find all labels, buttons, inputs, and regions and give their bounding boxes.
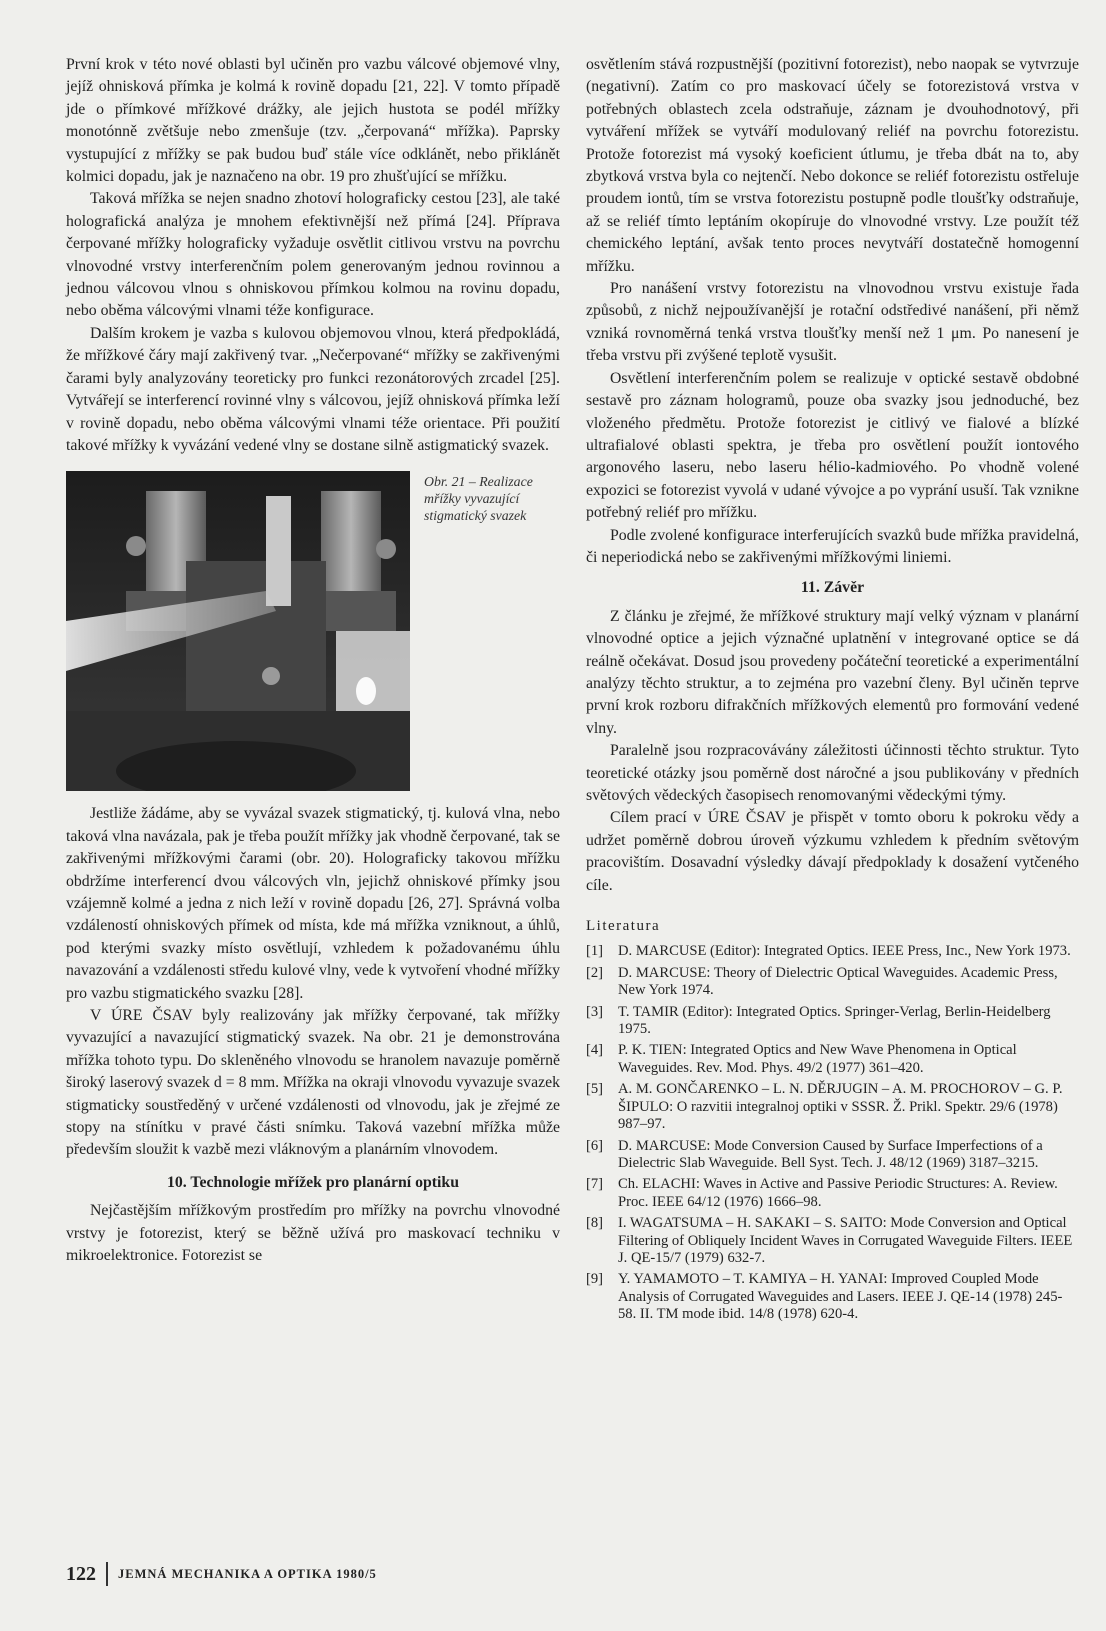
paragraph: Cílem prací v ÚRE ČSAV je přispět v tomto oboru k pokroku vědy a udržet poměrně dobrou úroveň výzkumu vzhledem k předním světovým pracovištím. Dosavadní výsledky dávají předpoklady k dosažení vytčeného cíle.	[586, 809, 1079, 894]
reference-item	[586, 1042, 1079, 1077]
reference-number: [8]	[586, 1215, 604, 1232]
reference-number: [7]	[586, 1176, 604, 1193]
paragraph: Z článku je zřejmé, že mřížkové struktury mají velký význam v planární vlnovodné optice a jejich význačné uplatnění v integrované optice se dá reálně očekávat. Dosud jsou provedeny počáteční teoretické a experimentální analýzy těchto struktur, a to zejména pro vazební členy. Byl učiněn teprve první krok rozboru difrakčních mřížkových elementů pro formování vedené vlny.	[586, 607, 1079, 737]
paragraph: Pro nanášení vrstvy fotorezistu na vlnovodnou vrstvu existuje řada způsobů, z nichž nejpoužívanější je rotační odstředivé nanášení, při němž vzniká rovnoměrná tenká vrstva tloušťky menší než 1 μm. Po nanesení je třeba vrstvu při zvýšené teplotě vysušit.	[586, 280, 1079, 365]
page-footer	[66, 1562, 377, 1586]
reference-text: D. MARCUSE: Theory of Dielectric Optical Waveguides. Academic Press, New York 1974.	[618, 964, 1058, 999]
reference-text: D. MARCUSE (Editor): Integrated Optics. IEEE Press, Inc., New York 1973.	[618, 943, 1071, 960]
reference-text: D. MARCUSE: Mode Conversion Caused by Surface Imperfections of a Dielectric Slab Waveguide. Bell Syst. Tech. J. 48/12 (1969) 3187–3215.	[618, 1137, 1043, 1171]
figure-caption: Obr. 21 – Realizace mřížky vyvazující stigmatický svazek	[424, 474, 533, 524]
paragraph: V ÚRE ČSAV byly realizovány jak mřížky čerpované, tak mřížky vyvazující a navazující stigmatický svazek. Na obr. 21 je demonstrována mřížka tohoto typu. Do skleněného vlnovodu se hranolem navazuje poměrně široký laserový svazek d = 8 mm. Mřížka na okraji vlnovodu vyvazuje svazek stigmaticky soustředěný v určené vzdálenosti od vlnovodu, jak je zřejmé ze stopy na stínítku v pravé části snímku. Taková vazební mřížka může především sloužit k vazbě mezi vláknovým a planárním vlnovodem.	[66, 1006, 560, 1159]
literature-heading: Literatura	[586, 918, 661, 935]
paragraph: Nejčastějším mřížkovým prostředím pro mřížky na povrchu vlnovodné vrstvy je fotorezist, který se běžně užívá pro maskovací techniku v mikroelektronice. Fotorezist se	[66, 1202, 560, 1265]
reference-number: [2]	[586, 964, 604, 981]
paragraph: Paralelně jsou rozpracovávány záležitosti účinnosti těchto struktur. Tyto teoretické otázky jsou poměrně dost náročné a jsou publikovány v předních světových vědeckých časopisech renomovanými vědeckými týmy.	[586, 742, 1079, 804]
paragraph: Taková mřížka se nejen snadno zhotoví holograficky cestou [23], ale také holografická analýza je mnohem efektivnější než přímá [24]. Příprava čerpované mřížky holograficky vyžaduje osvětlit citlivou vrstvu na povrchu vlnovodné vrstvy interferenčním polem generovaným jednou rovinnou a jednou válcovou vlnou s ohniskovou přímkou kolmou na rovinu dopadu, nebo oběma válcovými vlnami téže konfigurace.	[66, 190, 560, 320]
section-heading: 11. Závěr	[800, 579, 865, 597]
reference-number: [6]	[586, 1137, 604, 1154]
left-column	[66, 54, 560, 1267]
reference-text: I. WAGATSUMA – H. SAKAKI – S. SAITO: Mode Conversion and Optical Filtering of Obliquely Incident Waves in Corrugated Waveguide Filters. IEEE J. QE-15/7 (1979) 632-7.	[618, 1215, 1073, 1266]
paragraph: První krok v této nové oblasti byl učiněn pro vazbu válcové objemové vlny, jejíž ohnisková přímka je kolmá k rovině dopadu [21, 22]. V tomto případě jde o přímkové mřížkové drážky, ale jejich hustota se podél mřížky monotónně zvětšuje nebo zmenšuje (tzv. „čerpovaná“ mřížka). Paprsky vystupující z mřížky se pak budou buď stále více odklánět, nebo přiklánět kolmici dopadu, jak je naznačeno na obr. 19 pro zhušťující se mřížku.	[66, 56, 560, 186]
reference-item	[586, 1176, 1079, 1211]
journal-name: JEMNÁ MECHANIKA A OPTIKA 1980/5	[118, 1566, 377, 1581]
reference-item	[586, 1004, 1079, 1039]
reference-number: [5]	[586, 1081, 604, 1098]
reference-text: T. TAMIR (Editor): Integrated Optics. Springer-Verlag, Berlin-Heidelberg 1975.	[618, 1003, 1051, 1038]
reference-item	[586, 1138, 1079, 1173]
paragraph: Jestliže žádáme, aby se vyvázal svazek stigmatický, tj. kulová vlna, nebo taková vlna navázala, pak je třeba použít mřížky jak vhodně čerpované, tak se zakřivenými mřížkovými čarami (obr. 20). Holografickу takovou mřížku obdržíme interferencí dvou válcových vln, jejichž ohniskové přímky jsou vzájemně kolmé a jedna z nich leží v rovině dopadu [26, 27]. Správná volba vzdáleností ohniskových přímek od místa, kde má mřížka vzniknout, a úhlů, pod kterými svazky místo osvětlují, vzhledem k požadovanému úhlu navazování a vzdálenosti středu kulové vlny, vede k vytvoření vhodné mřížky pro vazbu stigmatického svazku [28].	[66, 805, 560, 1002]
reference-number: [4]	[586, 1042, 604, 1059]
reference-text: Y. YAMAMOTO – T. KAMIYA – H. YANAI: Improved Coupled Mode Analysis of Corrugated Waveguides and Lasers. IEEE J. QE-14 (1978) 245-58. II. TM mode ibid. 14/8 (1978) 620-4.	[618, 1271, 1063, 1323]
section-heading: 10. Technologie mřížek pro planární optiku	[167, 1173, 459, 1191]
reference-number: [3]	[586, 1003, 604, 1020]
reference-list	[586, 943, 1079, 1323]
reference-item	[586, 943, 1079, 960]
apparatus-photo-image	[66, 471, 410, 791]
paragraph: Osvětlení interferenčním polem se realizuje v optické sestavě obdobné sestavě pro záznam hologramů, pouze oba svazky jsou jednoduché, bez vloženého předmětu. Protože fotorezist je citlivý ve fialové a blízké ultrafialové oblasti spektra, je třeba pro osvětlení použít iontového argonového laseru, nebo laseru hélio-kadmiového. Po vhodně volené expozici se fotorezist vyvolá v udané vývojce a po vyprání usuší. Tak vznikne potřebný reliéf pro mřížku.	[586, 369, 1079, 522]
reference-text: A. M. GONČARENKO – L. N. DĚRJUGIN – A. M. PROCHOROV – G. P. ŠIPULO: O razvitii integralnoj optiki v SSSR. Ž. Prikl. Spektr. 29/6 (1978) 987–97.	[618, 1081, 1063, 1133]
footer-divider	[106, 1562, 108, 1586]
reference-number: [1]	[586, 943, 604, 960]
reference-item	[586, 1271, 1079, 1323]
reference-item	[586, 1215, 1079, 1267]
figure-photo	[66, 471, 410, 791]
reference-number: [9]	[586, 1271, 604, 1288]
right-column	[586, 54, 1079, 1328]
page-number: 122	[66, 1562, 96, 1585]
figure-21	[66, 471, 560, 791]
reference-text: P. K. TIEN: Integrated Optics and New Wave Phenomena in Optical Waveguides. Rev. Mod. Phys. 49/2 (1977) 361–420.	[618, 1042, 1017, 1076]
reference-item	[586, 965, 1079, 1000]
paragraph: Dalším krokem je vazba s kulovou objemovou vlnou, která předpokládá, že mřížkové čáry mají zakřivený tvar. „Nečerpované“ mřížky se zakřivenými čarami byly analyzovány teoreticky pro funkci rezonátorových zrcadel [25]. Vytvářejí se interferencí rovinné vlny s válcovou, jejíž ohnisková přímka leží v rovině dopadu, nebo oběma válcovými vlnami téže orientace. Při použití takové mřížky k vyvázání vedené vlny se dostane silně astigmatický svazek.	[66, 324, 560, 454]
reference-item	[586, 1081, 1079, 1133]
paragraph: Podle zvolené konfigurace interferujících svazků bude mřížka pravidelná, či neperiodická nebo se zakřivenými mřížkovými liniemi.	[586, 526, 1079, 566]
paragraph: osvětlením stává rozpustnější (pozitivní fotorezist), nebo naopak se vytvrzuje (negativní). Zatím co pro maskovací účely se fotorezistová vrstva v potřebných oblastech zcela odstraňuje, záznam je dvouhodnotový, při vytváření mřížek se vytváří modulovaný reliéf na povrchu fotorezistu. Protože fotorezist má vysoký koeficient útlumu, je třeba dbát na to, aby zbytková vrstva byla co nejtenčí. Nebo dokonce se reliéf fotorezistu ostřeluje proudem iontů, tím se vrstva fotorezistu postupně podle tloušťky odstraňuje, až se reliéf tímto leptáním okopíruje do vlnovodné vrstvy. Lze použít též chemického leptání, avšak tento proces nevytváří dostatečně homogenní mřížku.	[586, 56, 1079, 275]
reference-text: Ch. ELACHI: Waves in Active and Passive Periodic Structures: A. Review. Proc. IEEE 64/12 (1976) 1666–98.	[618, 1176, 1058, 1210]
